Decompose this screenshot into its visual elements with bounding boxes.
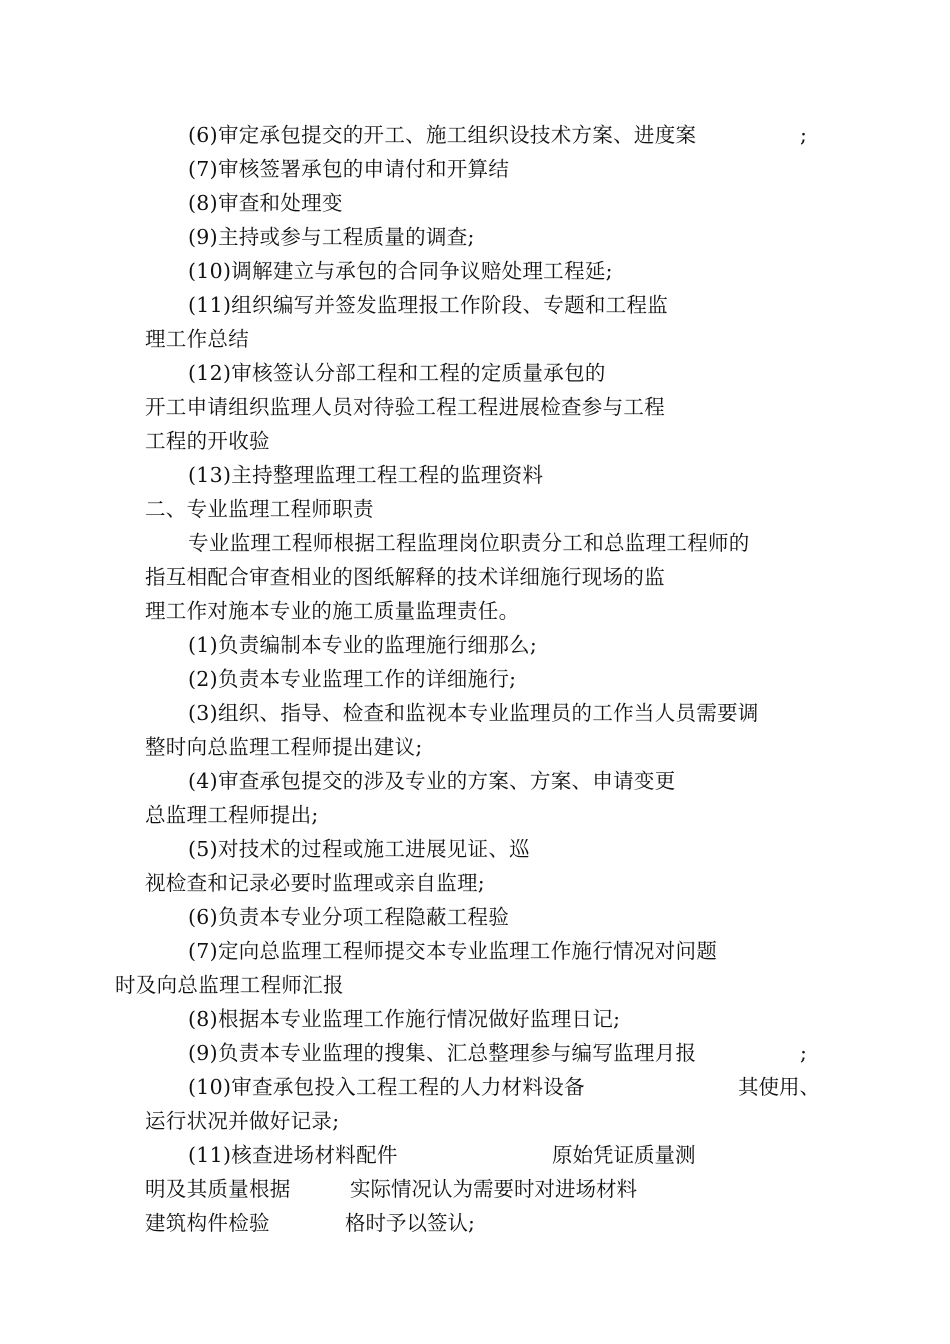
text-line: (11)核查进场材料配件 — [188, 1143, 398, 1167]
text-line: (3)组织、指导、检查和监视本专业监理员的工作当人员需要调 — [188, 701, 759, 725]
text-line: 理工作总结 — [145, 327, 249, 351]
text-line: (5)对技术的过程或施工进展见证、巡 — [188, 837, 530, 861]
text-line: 开工申请组织监理人员对待验工程工程进展检查参与工程 — [145, 395, 665, 419]
text-line: (7)定向总监理工程师提交本专业监理工作施行情况对问题 — [188, 939, 718, 963]
text-line: 建筑构件检验 — [145, 1211, 270, 1235]
text-line: (10)审查承包投入工程工程的人力材料设备 — [188, 1075, 585, 1099]
text-line: (12)审核签认分部工程和工程的定质量承包的 — [188, 361, 606, 385]
text-line: (9)主持或参与工程质量的调查; — [188, 225, 475, 249]
text-line: (4)审查承包提交的涉及专业的方案、方案、申请变更 — [188, 769, 676, 793]
text-line: (6)负责本专业分项工程隐蔽工程验 — [188, 905, 510, 929]
text-line: (9)负责本专业监理的搜集、汇总整理参与编写监理月报 — [188, 1041, 697, 1065]
section-heading: 二、专业监理工程师职责 — [145, 497, 374, 521]
text-line: 时及向总监理工程师汇报 — [115, 973, 344, 997]
text-line: 明及其质量根据 — [145, 1177, 291, 1201]
text-line: (1)负责编制本专业的监理施行细那么; — [188, 633, 538, 657]
text-line: (2)负责本专业监理工作的详细施行; — [188, 667, 517, 691]
text-fragment: 格时予以签认; — [345, 1211, 475, 1235]
text-fragment: ; — [800, 1041, 807, 1065]
text-line: 总监理工程师提出; — [145, 803, 319, 827]
text-fragment: 实际情况认为需要时对进场材料 — [350, 1177, 637, 1201]
text-line: (13)主持整理监理工程工程的监理资料 — [188, 463, 544, 487]
text-fragment: 其使用、 — [738, 1075, 820, 1099]
text-line: 整时向总监理工程师提出建议; — [145, 735, 423, 759]
text-line: 工程的开收验 — [145, 429, 270, 453]
text-line: (7)审核签署承包的申请付和开算结 — [188, 157, 510, 181]
text-line: (8)根据本专业监理工作施行情况做好监理日记; — [188, 1007, 621, 1031]
text-line: 指互相配合审查相业的图纸解释的技术详细施行现场的监 — [145, 565, 665, 589]
text-line: 专业监理工程师根据工程监理岗位职责分工和总监理工程师的 — [188, 531, 750, 555]
text-line: (10)调解建立与承包的合同争议赔处理工程延; — [188, 259, 613, 283]
text-fragment: ; — [800, 123, 807, 147]
text-line: 运行状况并做好记录; — [145, 1109, 340, 1133]
text-line: (6)审定承包提交的开工、施工组织设技术方案、进度案 — [188, 123, 697, 147]
text-fragment: 原始凭证质量测 — [552, 1143, 696, 1167]
text-line: 视检查和记录必要时监理或亲自监理; — [145, 871, 486, 895]
text-line: (8)审查和处理变 — [188, 191, 343, 215]
text-line: 理工作对施本专业的施工质量监理责任。 — [145, 599, 520, 623]
text-line: (11)组织编写并签发监理报工作阶段、专题和工程监 — [188, 293, 669, 317]
